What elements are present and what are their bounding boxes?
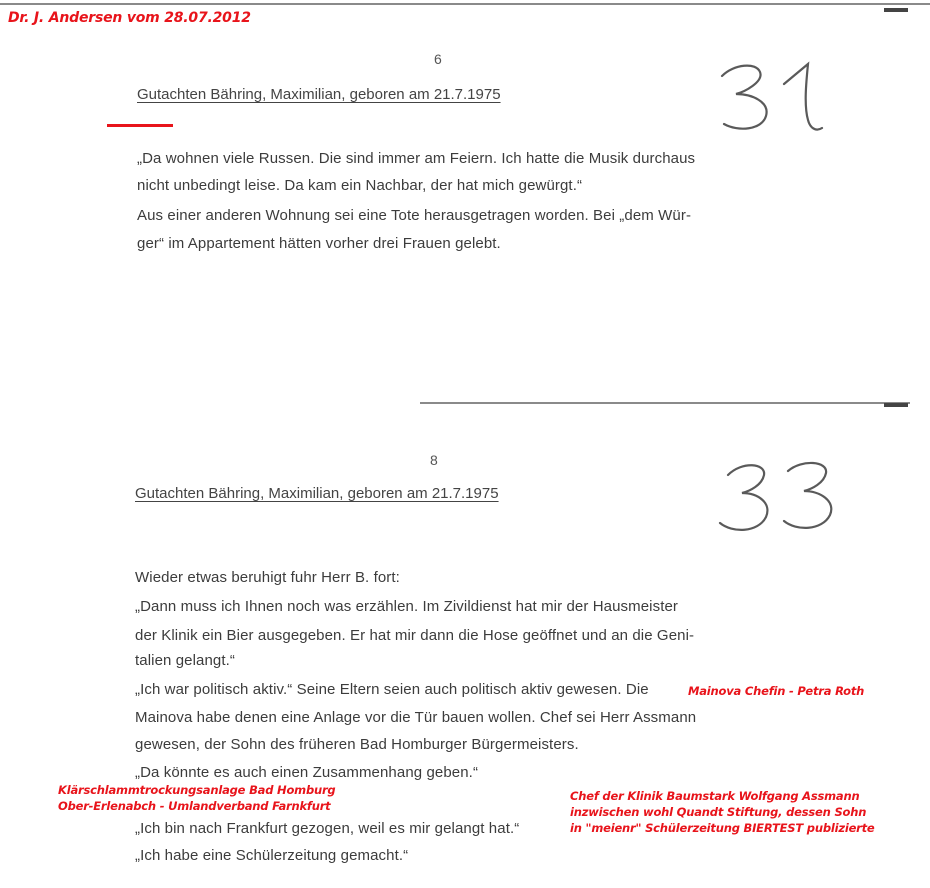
page-divider-rule-end [884,403,908,407]
page2-line: „Ich war politisch aktiv.“ Seine Eltern seien auch politisch aktiv gewesen. Die [135,681,649,698]
annotation-right-1: Chef der Klinik Baumstark Wolfgang Assmann [570,789,860,803]
page2-line: „Ich bin nach Frankfurt gezogen, weil es mir gelangt hat.“ [135,820,520,837]
page1-line: nicht unbedingt leise. Da kam ein Nachbar, der hat mich gewürgt.“ [137,177,583,194]
page1-line: Aus einer anderen Wohnung sei eine Tote herausgetragen worden. Bei „dem Wür- [137,207,692,224]
annotation-mainova: Mainova Chefin - Petra Roth [688,684,865,698]
page2-line: talien gelangt.“ [135,652,236,669]
page2-line: gewesen, der Sohn des früheren Bad Homburger Bürgermeisters. [135,736,579,753]
page-number-6: 6 [434,51,442,67]
page-top-rule [0,3,930,5]
handwritten-page-number-31 [712,58,832,140]
page1-heading: Gutachten Bähring, Maximilian, geboren am 21.7.1975 [137,86,501,103]
handwritten-page-number-33 [712,455,862,540]
annotation-left-2: Ober-Erlenabch - Umlandverband Farnkfurt [58,799,331,813]
page2-line: Mainova habe denen eine Anlage vor die Tür bauen wollen. Chef sei Herr Assmann [135,709,697,726]
page-divider-rule [420,402,910,404]
header-note: Dr. J. Andersen vom 28.07.2012 [8,10,251,26]
page2-line: „Ich habe eine Schülerzeitung gemacht.“ [135,847,409,864]
page2-line: „Da könnte es auch einen Zusammenhang geben.“ [135,764,479,781]
red-marker-bar [107,124,173,127]
page2-heading: Gutachten Bähring, Maximilian, geboren am 21.7.1975 [135,485,499,502]
annotation-right-3: in "meienr" Schülerzeitung BIERTEST publizierte [570,821,875,835]
page1-line: ger“ im Appartement hätten vorher drei Frauen gelebt. [137,235,501,252]
annotation-left-1: Klärschlammtrockungsanlage Bad Homburg [58,783,336,797]
page2-line: Wieder etwas beruhigt fuhr Herr B. fort: [135,569,400,586]
annotation-right-2: inzwischen wohl Quandt Stiftung, dessen Sohn [570,805,867,819]
page1-line: „Da wohnen viele Russen. Die sind immer am Feiern. Ich hatte die Musik durchaus [137,150,696,167]
page-number-8: 8 [430,452,438,468]
page2-line: der Klinik ein Bier ausgegeben. Er hat mir dann die Hose geöffnet und an die Geni- [135,627,695,644]
page2-line: „Dann muss ich Ihnen noch was erzählen. Im Zivildienst hat mir der Hausmeister [135,598,679,615]
page-top-rule-end [884,8,908,12]
